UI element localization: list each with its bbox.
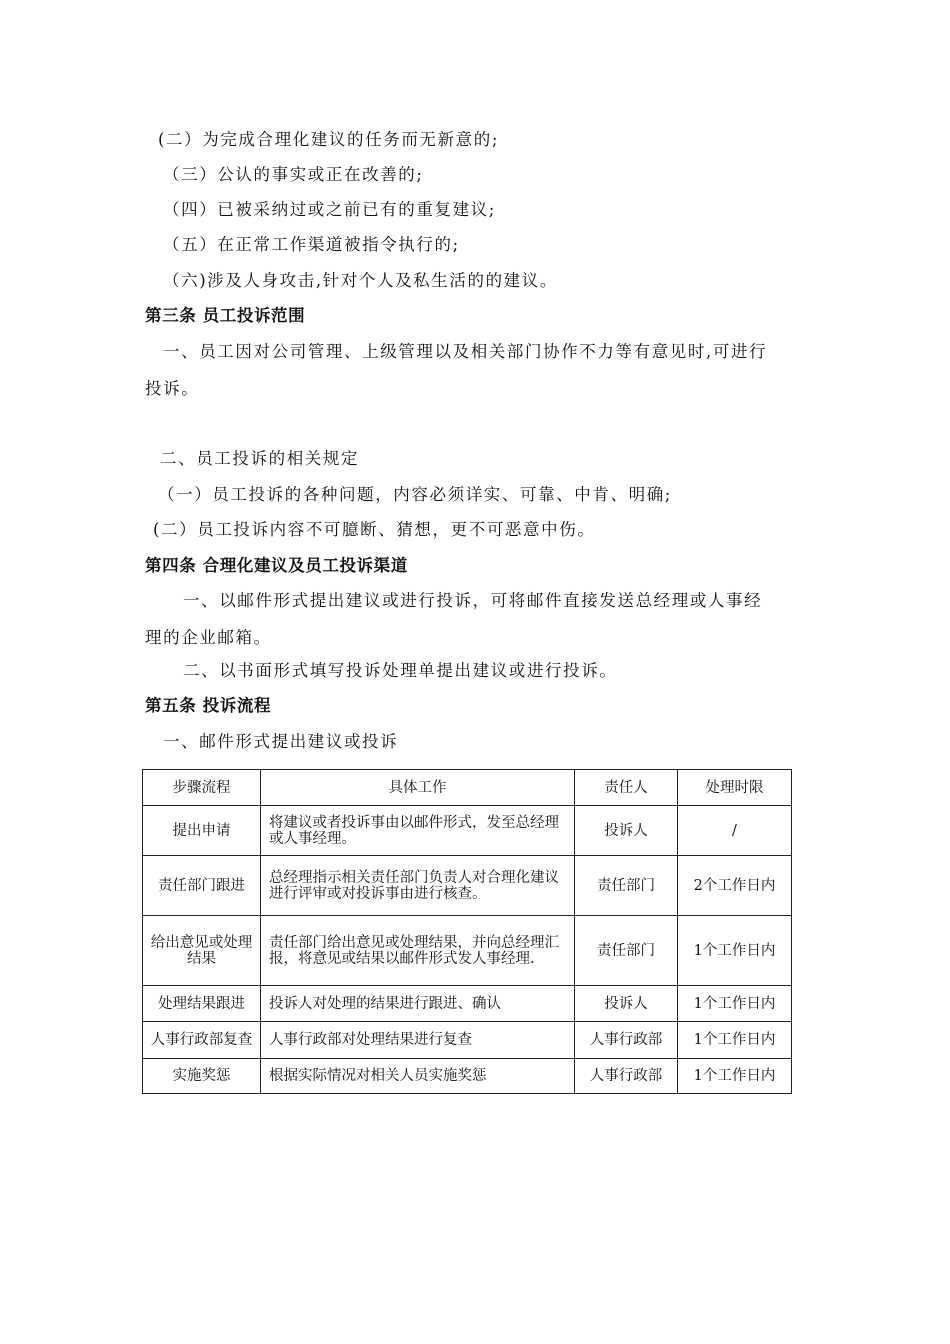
work-cell: 责任部门给出意见或处理结果，并向总经理汇报，将意见或结果以邮件形式发人事经理. xyxy=(261,916,575,986)
work-cell: 投诉人对处理的结果进行跟进、确认 xyxy=(261,986,575,1022)
step-cell: 提出申请 xyxy=(143,806,261,856)
process-section-email: 一、邮件形式提出建议或投诉 xyxy=(163,732,399,751)
table-row xyxy=(143,916,792,986)
step-cell: 给出意见或处理结果 xyxy=(143,916,261,986)
table-header-cell: 步骤流程 xyxy=(143,770,261,806)
article-5-heading: 第五条 投诉流程 xyxy=(145,696,272,715)
limit-cell: / xyxy=(678,806,792,856)
table-row xyxy=(143,1022,792,1059)
limit-cell: 2个工作日内 xyxy=(678,856,792,916)
channel-item-1-cont: 理的企业邮箱。 xyxy=(145,628,272,647)
work-cell: 人事行政部对处理结果进行复查 xyxy=(261,1022,575,1059)
complaint-process-table xyxy=(142,769,792,1094)
table-row xyxy=(143,856,792,916)
rule-item-1: （一）员工投诉的各种问题，内容必须详实、可靠、中肯、明确; xyxy=(158,485,672,504)
limit-cell: 1个工作日内 xyxy=(678,986,792,1022)
channel-item-2: 二、以书面形式填写投诉处理单提出建议或进行投诉。 xyxy=(183,661,618,680)
step-cell: 人事行政部复查 xyxy=(143,1022,261,1059)
table-header-cell: 具体工作 xyxy=(261,770,575,806)
channel-item-1: 一、以邮件形式提出建议或进行投诉，可将邮件直接发送总经理或人事经 xyxy=(183,591,763,610)
table-header-cell: 责任人 xyxy=(575,770,678,806)
clause-item-4: （四）已被采纳过或之前已有的重复建议; xyxy=(163,200,496,219)
owner-cell: 人事行政部 xyxy=(575,1022,678,1059)
rule-item-2: (二）员工投诉内容不可臆断、猜想，更不可恶意中伤。 xyxy=(153,520,596,539)
table-header-row xyxy=(143,770,792,806)
owner-cell: 责任部门 xyxy=(575,916,678,986)
owner-cell: 投诉人 xyxy=(575,986,678,1022)
clause-item-6: （六)涉及人身攻击,针对个人及私生活的的建议。 xyxy=(163,271,558,290)
step-cell: 处理结果跟进 xyxy=(143,986,261,1022)
section-complaint-rules: 二、员工投诉的相关规定 xyxy=(160,449,360,468)
owner-cell: 投诉人 xyxy=(575,806,678,856)
owner-cell: 责任部门 xyxy=(575,856,678,916)
article-3-heading: 第三条 员工投诉范围 xyxy=(145,306,306,325)
table-row xyxy=(143,806,792,856)
clause-item-3: （三）公认的事实或正在改善的; xyxy=(163,165,424,184)
step-cell: 实施奖惩 xyxy=(143,1059,261,1094)
work-cell: 根据实际情况对相关人员实施奖惩 xyxy=(261,1059,575,1094)
limit-cell: 1个工作日内 xyxy=(678,916,792,986)
article-4-heading: 第四条 合理化建议及员工投诉渠道 xyxy=(145,556,408,575)
paragraph-complaint-scope: 一、员工因对公司管理、上级管理以及相关部门协作不力等有意见时,可进行 xyxy=(163,342,768,361)
table-header-cell: 处理时限 xyxy=(678,770,792,806)
table-row xyxy=(143,986,792,1022)
owner-cell: 人事行政部 xyxy=(575,1059,678,1094)
paragraph-complaint-scope-cont: 投诉。 xyxy=(145,379,200,398)
work-cell: 总经理指示相关责任部门负责人对合理化建议进行评审或对投诉事由进行核查。 xyxy=(261,856,575,916)
table-row xyxy=(143,1059,792,1094)
step-cell: 责任部门跟进 xyxy=(143,856,261,916)
clause-item-2: (二）为完成合理化建议的任务而无新意的; xyxy=(158,130,499,149)
work-cell: 将建议或者投诉事由以邮件形式，发至总经理或人事经理。 xyxy=(261,806,575,856)
limit-cell: 1个工作日内 xyxy=(678,1059,792,1094)
clause-item-5: （五）在正常工作渠道被指令执行的; xyxy=(163,235,460,254)
limit-cell: 1个工作日内 xyxy=(678,1022,792,1059)
